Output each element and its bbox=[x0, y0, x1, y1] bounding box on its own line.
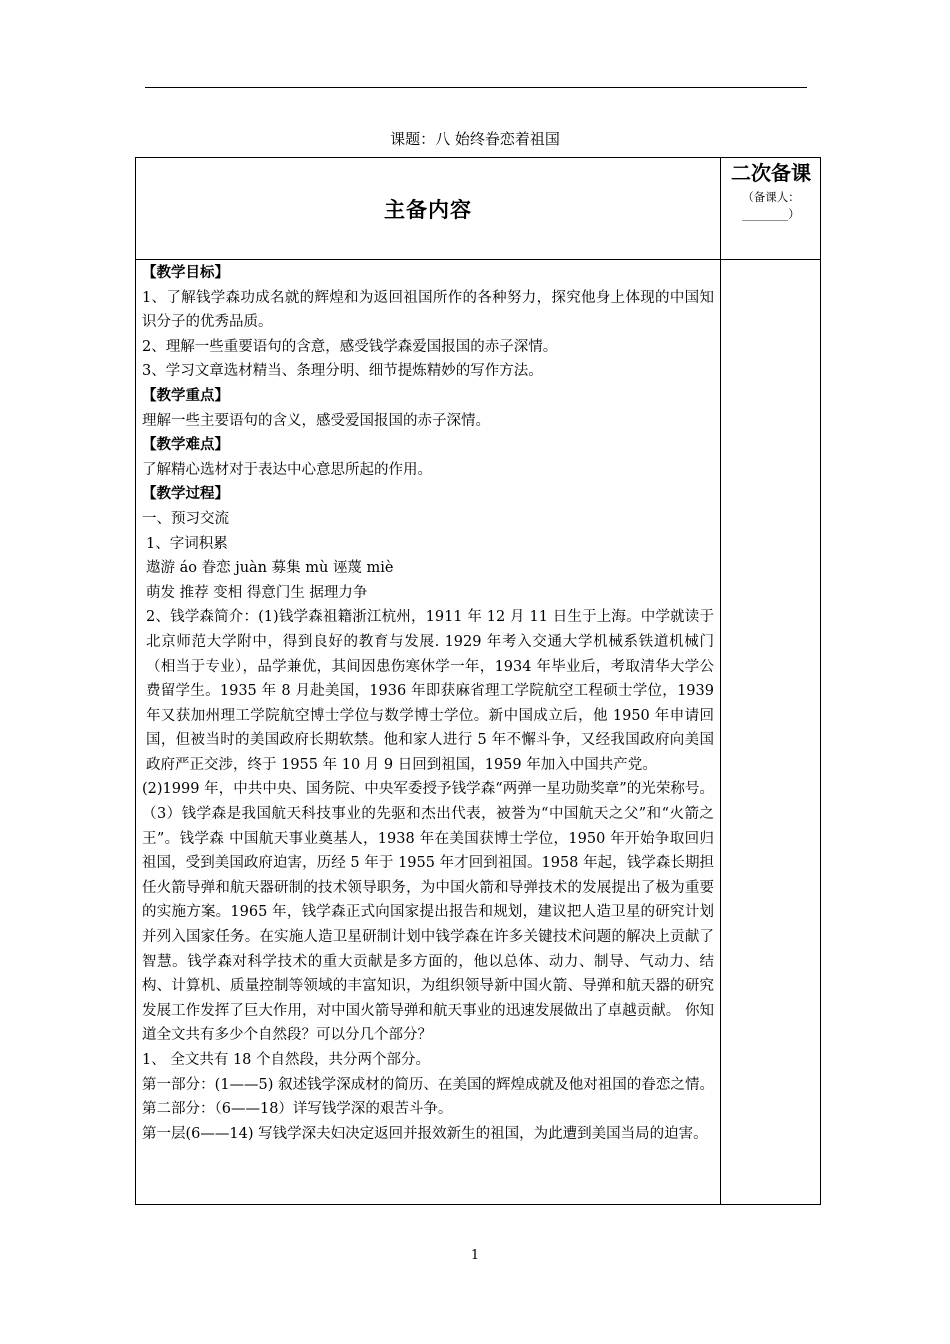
secondary-prep-heading: 二次备课 bbox=[731, 161, 811, 185]
preparer-note: （备课人：________） bbox=[742, 190, 800, 221]
objective-3: 3、学习文章选材精当、条理分明、细节提炼精妙的写作方法。 bbox=[142, 363, 543, 380]
biography-paragraph-2: (2)1999 年，中共中央、国务院、中央军委授予钱学森“两弹一星功勋奖章”的光荣称号。（3）钱学森是我国航天科技事业的先驱和杰出代表，被誉为“中国航天之父”和“火箭之王”。钱学森 中国航天事业奠基人，1938 年在美国获博士学位，1950 年开始争取回归祖国，受到美国政府迫害，历经 5 年于 1955 年才回到祖国。1958 年起，钱学森长期担任火箭导弹和航天器研制的技术领导职务，为中国火箭和导弹技术的发展提出了极为重要的实施方案。1965 年，钱学森正式向国家提出报告和规划，建议把人造卫星的研究计划并列入国家任务。在实施人造卫星研制计划中钱学森在许多关键技术问题的解决上贡献了智慧。钱学森对科学技术的重大贡献是多方面的，他以总体、动力、制导、气动力、结构、计算机、质量控制等领域的丰富知识，为组织领导新中国火箭、导弹和航天器的研究发展工作发挥了巨大作用，对中国火箭导弹和航天事业的迅速发展做出了卓越贡献。 你知道全文共有多少个自然段？可以分几个部分？ bbox=[142, 781, 714, 1044]
section-heading-process: 【教学过程】 bbox=[142, 485, 229, 503]
header-rule bbox=[145, 87, 807, 88]
structure-layer-1: 第一层(6——14) 写钱学深夫妇决定返回并报效新生的祖国，为此遭到美国当局的迫害。 bbox=[142, 1125, 708, 1142]
vocab-heading: 1、字词积累 bbox=[146, 535, 228, 552]
objective-1: 1、了解钱学森功成名就的辉煌和为返回祖国所作的各种努力，探究他身上体现的中国知识分子的优秀品质。 bbox=[142, 289, 714, 331]
difficulty-text: 了解精心选材对于表达中心意思所起的作用。 bbox=[142, 461, 432, 478]
objective-2: 2、理解一些重要语句的含意，感受钱学森爱国报国的赤子深情。 bbox=[142, 338, 558, 355]
vocab-line-2: 萌发 推荐 变相 得意门生 据理力争 bbox=[146, 584, 368, 601]
process-step-1: 一、预习交流 bbox=[142, 510, 229, 527]
column-divider bbox=[720, 158, 721, 1204]
biography-paragraph-1: 2、钱学森简介：(1)钱学森祖籍浙江杭州，1911 年 12 月 11 日生于上海。中学就读于北京师范大学附中，得到良好的教育与发展. 1929 年考入交通大学机械系铁道机械门（相当于专业），品学兼优，其间因患伤寒休学一年，1934 年毕业后，考取清华大学公费留学生。1935 年 8 月赴美国，1936 年即获麻省理工学院航空工程硕士学位，1939 年又获加州理工学院航空博士学位与数学博士学位。新中国成立后，他 1950 年申请回国，但被当时的美国政府长期软禁。他和家人进行 5 年不懈斗争，又经我国政府向美国政府严正交涉，终于 1955 年 10 月 9 日回到祖国，1959 年加入中国共产党。 bbox=[146, 609, 714, 773]
section-heading-objectives: 【教学目标】 bbox=[142, 264, 229, 281]
page-number: 1 bbox=[470, 1248, 480, 1263]
header-row-divider bbox=[136, 259, 820, 260]
structure-parts: 第一部分：(1——5) 叙述钱学深成材的简历、在美国的辉煌成就及他对祖国的眷恋之情。 第二部分：（6——18）详写钱学深的艰苦斗争。 bbox=[142, 1076, 714, 1118]
lesson-plan-table bbox=[135, 157, 821, 1205]
lesson-title: 课题：八 始终眷恋着祖国 bbox=[390, 130, 560, 148]
secondary-prep-heading-cell bbox=[721, 158, 821, 259]
main-content-heading: 主备内容 bbox=[384, 196, 472, 222]
structure-summary: 1、 全文共有 18 个自然段，共分两个部分。 bbox=[142, 1052, 431, 1068]
vocab-line-1: 遨游 áo 眷恋 juàn 募集 mù 诬蔑 miè bbox=[146, 560, 394, 577]
main-content-body bbox=[142, 261, 714, 1205]
section-heading-difficulties: 【教学难点】 bbox=[142, 436, 229, 454]
section-heading-key-points: 【教学重点】 bbox=[142, 386, 229, 404]
key-point-text: 理解一些主要语句的含义，感受爱国报国的赤子深情。 bbox=[142, 412, 490, 429]
